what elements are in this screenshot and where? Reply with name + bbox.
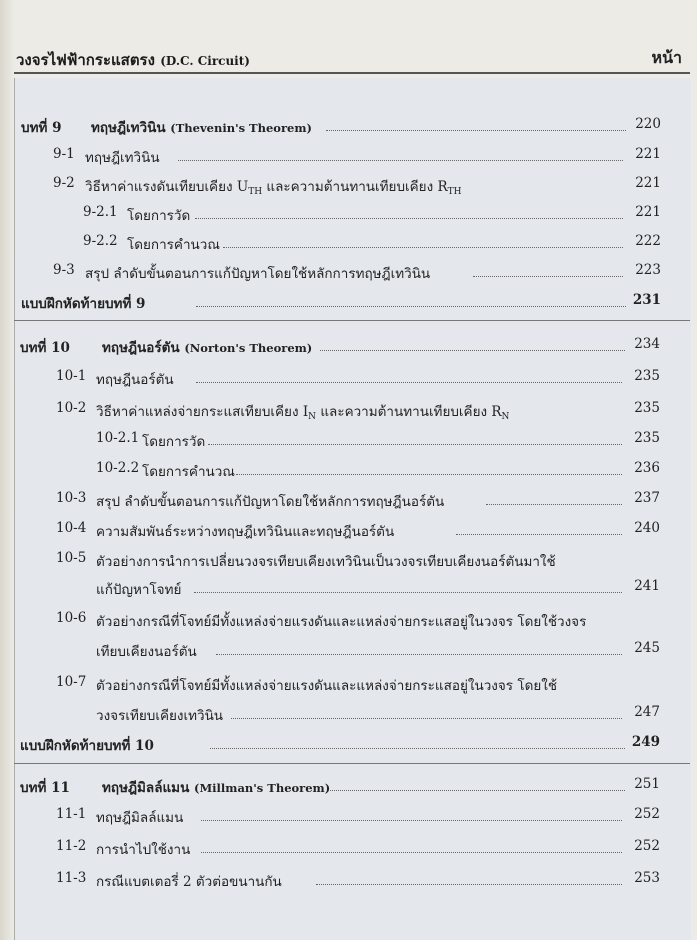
header-rule — [14, 72, 690, 74]
exercise-text: แบบฝึกหัดท้ายบทที่ 9 — [21, 296, 146, 312]
page-number: 241 — [634, 578, 660, 594]
toc-entry[interactable] — [56, 550, 660, 572]
entry-number: 10-3 — [56, 490, 87, 506]
entry-text: ตัวอย่างกรณีที่โจทย์มีทั้งแหล่งจ่ายแรงดันและแหล่งจ่ายกระแสอยู่ในวงจร โดยใช้วงจร — [96, 614, 587, 630]
page-number: 222 — [635, 233, 661, 249]
page-number: 221 — [635, 146, 661, 162]
entry-text: ทฤษฎีมิลล์แมน — [96, 810, 184, 826]
chapter-title: ทฤษฎีเทวินิน (Thevenin's Theorem) — [91, 120, 312, 136]
entry-number: 9-2 — [53, 175, 75, 191]
page-number: 223 — [635, 262, 661, 278]
page-number: 236 — [634, 460, 660, 476]
toc-entry[interactable] — [53, 175, 661, 197]
entry-text: กรณีแบตเตอรี่ 2 ตัวต่อขนานกัน — [96, 874, 282, 890]
toc-entry[interactable] — [96, 460, 660, 482]
chapter-11-heading[interactable] — [20, 776, 660, 798]
entry-text: สรุป ลำดับขั้นตอนการแก้ปัญหาโดยใช้หลักการทฤษฎีเทวินิน — [85, 266, 431, 282]
entry-number: 11-3 — [56, 870, 87, 886]
entry-text: วิธีหาค่าแรงดันเทียบเคียง $U_{TH}$ และความต้านทานเทียบเคียง $R_{TH}$ — [85, 179, 462, 197]
entry-number: 10-1 — [56, 368, 87, 384]
entry-text: ทฤษฎีนอร์ตัน — [96, 372, 174, 388]
entry-text: โดยการวัด — [142, 434, 206, 450]
chapter-title: ทฤษฎีนอร์ตัน (Norton's Theorem) — [102, 340, 313, 356]
entry-text: วงจรเทียบเคียงเทวินิน — [96, 708, 224, 724]
toc-entry[interactable] — [83, 204, 661, 226]
toc-entry-cont[interactable] — [56, 704, 660, 726]
page-number: 235 — [634, 368, 660, 384]
toc-entry[interactable] — [56, 806, 660, 828]
running-header — [14, 46, 684, 70]
entry-text: โดยการวัด — [127, 208, 191, 224]
section-divider — [14, 763, 690, 764]
page-number: 245 — [634, 640, 660, 656]
page-number: 252 — [634, 838, 660, 854]
toc-entry-cont[interactable] — [56, 578, 660, 600]
toc-entry[interactable] — [56, 368, 660, 390]
entry-number: 10-2 — [56, 400, 87, 416]
toc-entry[interactable] — [56, 520, 660, 542]
toc-entry[interactable] — [56, 490, 660, 512]
entry-text: วิธีหาค่าแหล่งจ่ายกระแสเทียบเคียง $I_N$ และความต้านทานเทียบเคียง $R_N$ — [96, 404, 510, 422]
page-number: 234 — [634, 336, 660, 352]
entry-text: เทียบเคียงนอร์ตัน — [96, 644, 197, 660]
book-title: วงจรไฟฟ้ากระแสตรง (D.C. Circuit) — [16, 51, 250, 69]
entry-text: การนำไปใช้งาน — [96, 842, 191, 858]
entry-number: 10-2.2 — [96, 460, 140, 476]
entry-text: สรุป ลำดับขั้นตอนการแก้ปัญหาโดยใช้หลักการทฤษฎีนอร์ตัน — [96, 494, 445, 510]
chapter-title: ทฤษฎีมิลล์แมน (Millman's Theorem) — [102, 780, 331, 796]
page-number: 235 — [634, 400, 660, 416]
page-number: 251 — [634, 776, 660, 792]
exercise-text: แบบฝึกหัดท้ายบทที่ 10 — [20, 738, 154, 754]
toc-entry[interactable] — [53, 262, 661, 284]
entry-number: 10-7 — [56, 674, 87, 690]
section-divider — [14, 320, 690, 321]
toc-entry-cont[interactable] — [56, 640, 660, 662]
page-number: 247 — [634, 704, 660, 720]
entry-text: แก้ปัญหาโจทย์ — [96, 582, 182, 598]
chapter-10-heading[interactable] — [20, 336, 660, 358]
page-number: 240 — [634, 520, 660, 536]
chapter-label: บทที่ 10 — [20, 340, 70, 356]
chapter-label: บทที่ 11 — [20, 780, 70, 796]
toc-entry[interactable] — [53, 146, 661, 168]
entry-number: 10-4 — [56, 520, 87, 536]
entry-number: 9-1 — [53, 146, 75, 162]
entry-text: ตัวอย่างการนำการเปลี่ยนวงจรเทียบเคียงเทวินินเป็นวงจรเทียบเคียงนอร์ตันมาใช้ — [96, 554, 556, 570]
entry-number: 9-3 — [53, 262, 75, 278]
page-number: 231 — [632, 292, 661, 308]
entry-text: โดยการคำนวณ — [127, 237, 220, 253]
entry-number: 10-6 — [56, 610, 87, 626]
chapter-9-heading[interactable] — [21, 116, 661, 138]
entry-number: 11-1 — [56, 806, 87, 822]
page-number: 221 — [635, 175, 661, 191]
entry-text: ตัวอย่างกรณีที่โจทย์มีทั้งแหล่งจ่ายแรงดันและแหล่งจ่ายกระแสอยู่ในวงจร โดยใช้ — [96, 678, 558, 694]
toc-entry[interactable] — [56, 400, 660, 422]
exercise-ch9[interactable] — [21, 292, 661, 314]
toc-entry[interactable] — [56, 610, 660, 632]
page-number: 249 — [631, 734, 660, 750]
toc-entry[interactable] — [56, 674, 660, 696]
page-number: 253 — [634, 870, 660, 886]
toc-entry[interactable] — [56, 838, 660, 860]
toc-entry[interactable] — [96, 430, 660, 452]
chapter-label: บทที่ 9 — [21, 120, 62, 136]
entry-text: ความสัมพันธ์ระหว่างทฤษฎีเทวินินและทฤษฎีนอร์ตัน — [96, 524, 395, 540]
page-number: 235 — [634, 430, 660, 446]
toc-entry[interactable] — [83, 233, 661, 255]
page-number: 221 — [635, 204, 661, 220]
exercise-ch10[interactable] — [20, 734, 660, 756]
page-column-label: หน้า — [651, 48, 682, 67]
entry-number: 11-2 — [56, 838, 87, 854]
page-number: 220 — [635, 116, 661, 132]
page-number: 252 — [634, 806, 660, 822]
entry-number: 10-2.1 — [96, 430, 140, 446]
entry-text: ทฤษฎีเทวินิน — [85, 150, 160, 166]
toc-entry[interactable] — [56, 870, 660, 892]
entry-number: 9-2.1 — [83, 204, 118, 220]
entry-text: โดยการคำนวณ — [142, 464, 235, 480]
page-number: 237 — [634, 490, 660, 506]
entry-number: 9-2.2 — [83, 233, 118, 249]
entry-number: 10-5 — [56, 550, 87, 566]
